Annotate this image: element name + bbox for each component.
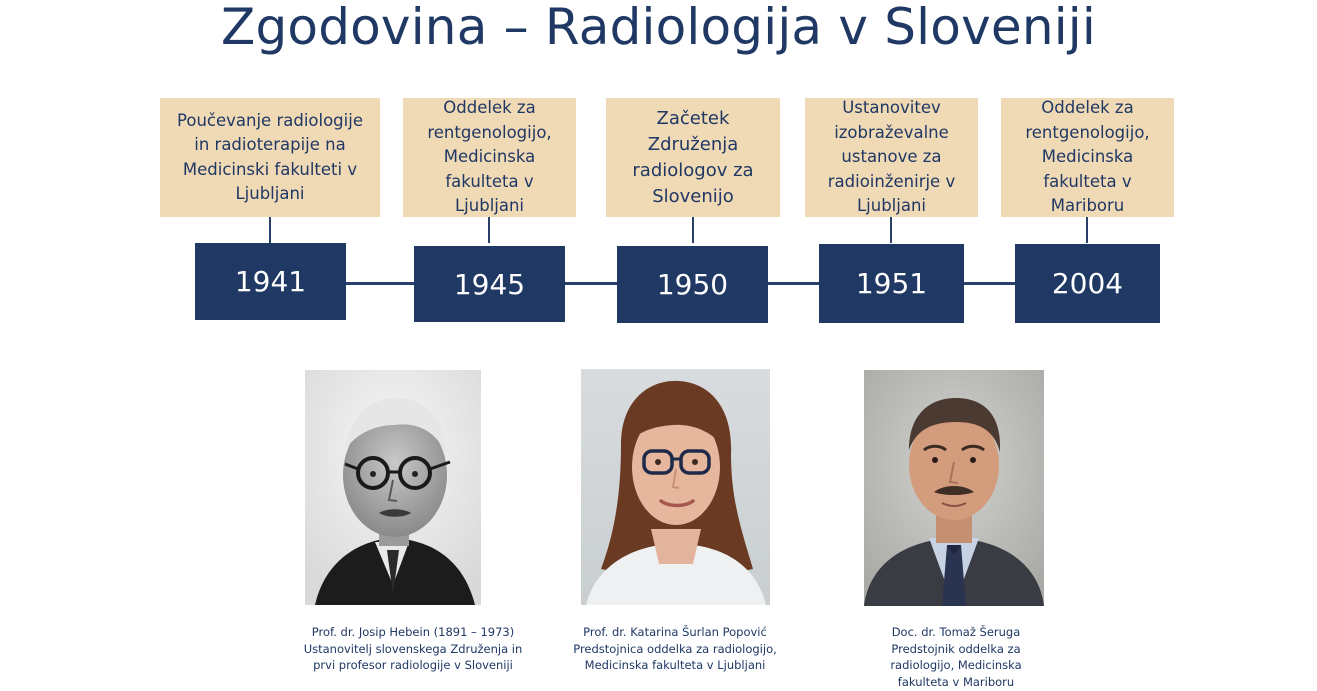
year-label: 1945 xyxy=(453,267,526,301)
event-line: Slovenijo xyxy=(652,185,734,207)
event-box-1941 xyxy=(160,98,380,217)
portrait-bw-elderly-man-glasses-icon xyxy=(305,370,481,605)
event-line: fakulteta v xyxy=(445,171,534,191)
portrait-caption-seruga xyxy=(836,624,1076,690)
event-line: Oddelek za xyxy=(1041,98,1134,118)
year-box-1945 xyxy=(414,246,565,322)
connector-1950 xyxy=(692,217,694,243)
event-line: Ljubljani xyxy=(235,184,305,203)
event-box-1945 xyxy=(403,98,576,217)
connector-1951 xyxy=(890,217,892,243)
year-box-1950 xyxy=(617,246,768,323)
event-line: Ljubljani xyxy=(454,196,525,216)
year-box-1941 xyxy=(195,243,346,320)
event-line: Začetek xyxy=(656,107,730,129)
event-line: Združenja xyxy=(647,133,739,155)
event-line: fakulteta v xyxy=(1043,171,1132,191)
portrait-caption-surlan-popovic xyxy=(545,624,805,674)
portrait-man-mustache-suit-icon xyxy=(864,370,1044,606)
caption-line: Prof. dr. Katarina Šurlan Popović xyxy=(583,625,767,639)
year-label: 2004 xyxy=(1051,267,1124,300)
event-line: rentgenologijo, xyxy=(1025,122,1150,142)
caption-line: Doc. dr. Tomaž Šeruga xyxy=(891,625,1021,639)
year-box-2004 xyxy=(1015,244,1160,323)
event-line: ustanove za xyxy=(841,147,942,167)
event-line: Ljubljani xyxy=(856,196,926,216)
event-line: Poučevanje radiologije xyxy=(177,110,363,130)
year-label: 1941 xyxy=(234,265,307,298)
event-line: in radioterapije na xyxy=(194,135,346,154)
portrait-photo-seruga xyxy=(864,370,1044,606)
event-line: Oddelek za xyxy=(443,98,536,118)
event-line: rentgenologijo, xyxy=(427,122,552,142)
portrait-woman-glasses-icon xyxy=(581,369,770,605)
portrait-caption-hebein xyxy=(283,624,543,674)
event-line: Medicinska xyxy=(443,147,536,167)
event-line: Mariboru xyxy=(1050,196,1125,216)
event-line: Ustanovitev xyxy=(842,98,941,118)
caption-line: Medicinska fakulteta v Ljubljani xyxy=(584,658,766,672)
caption-line: Prof. dr. Josip Hebein (1891 – 1973) xyxy=(311,625,515,639)
event-line: radioinženirje v xyxy=(827,171,956,191)
year-box-1951 xyxy=(819,244,964,323)
connector-2004 xyxy=(1086,217,1088,243)
event-line: Medicinska xyxy=(1041,147,1134,167)
caption-line: Ustanovitelj slovenskega Združenja in xyxy=(303,641,523,656)
connector-1941 xyxy=(269,217,271,243)
caption-line: radiologijo, Medicinska xyxy=(890,658,1022,672)
event-box-1950 xyxy=(606,98,780,217)
event-line: izobraževalne xyxy=(834,122,949,142)
portrait-photo-hebein xyxy=(305,370,481,605)
year-label: 1951 xyxy=(855,267,928,300)
caption-line: Predstojnik oddelka za xyxy=(891,641,1021,656)
portrait-photo-surlan-popovic xyxy=(581,369,770,605)
connector-1945 xyxy=(488,217,490,243)
event-box-1951 xyxy=(805,98,978,217)
event-line: Medicinski fakulteti v xyxy=(182,159,358,179)
event-box-2004 xyxy=(1001,98,1174,217)
event-line: radiologov za xyxy=(632,159,754,181)
caption-line: Predstojnica oddelka za radiologijo, xyxy=(573,641,777,656)
caption-line: prvi profesor radiologije v Sloveniji xyxy=(313,658,513,672)
page-title: Zgodovina – Radiologija v Sloveniji xyxy=(221,0,1096,56)
year-label: 1950 xyxy=(656,268,729,301)
caption-line: fakulteta v Mariboru xyxy=(897,674,1015,689)
